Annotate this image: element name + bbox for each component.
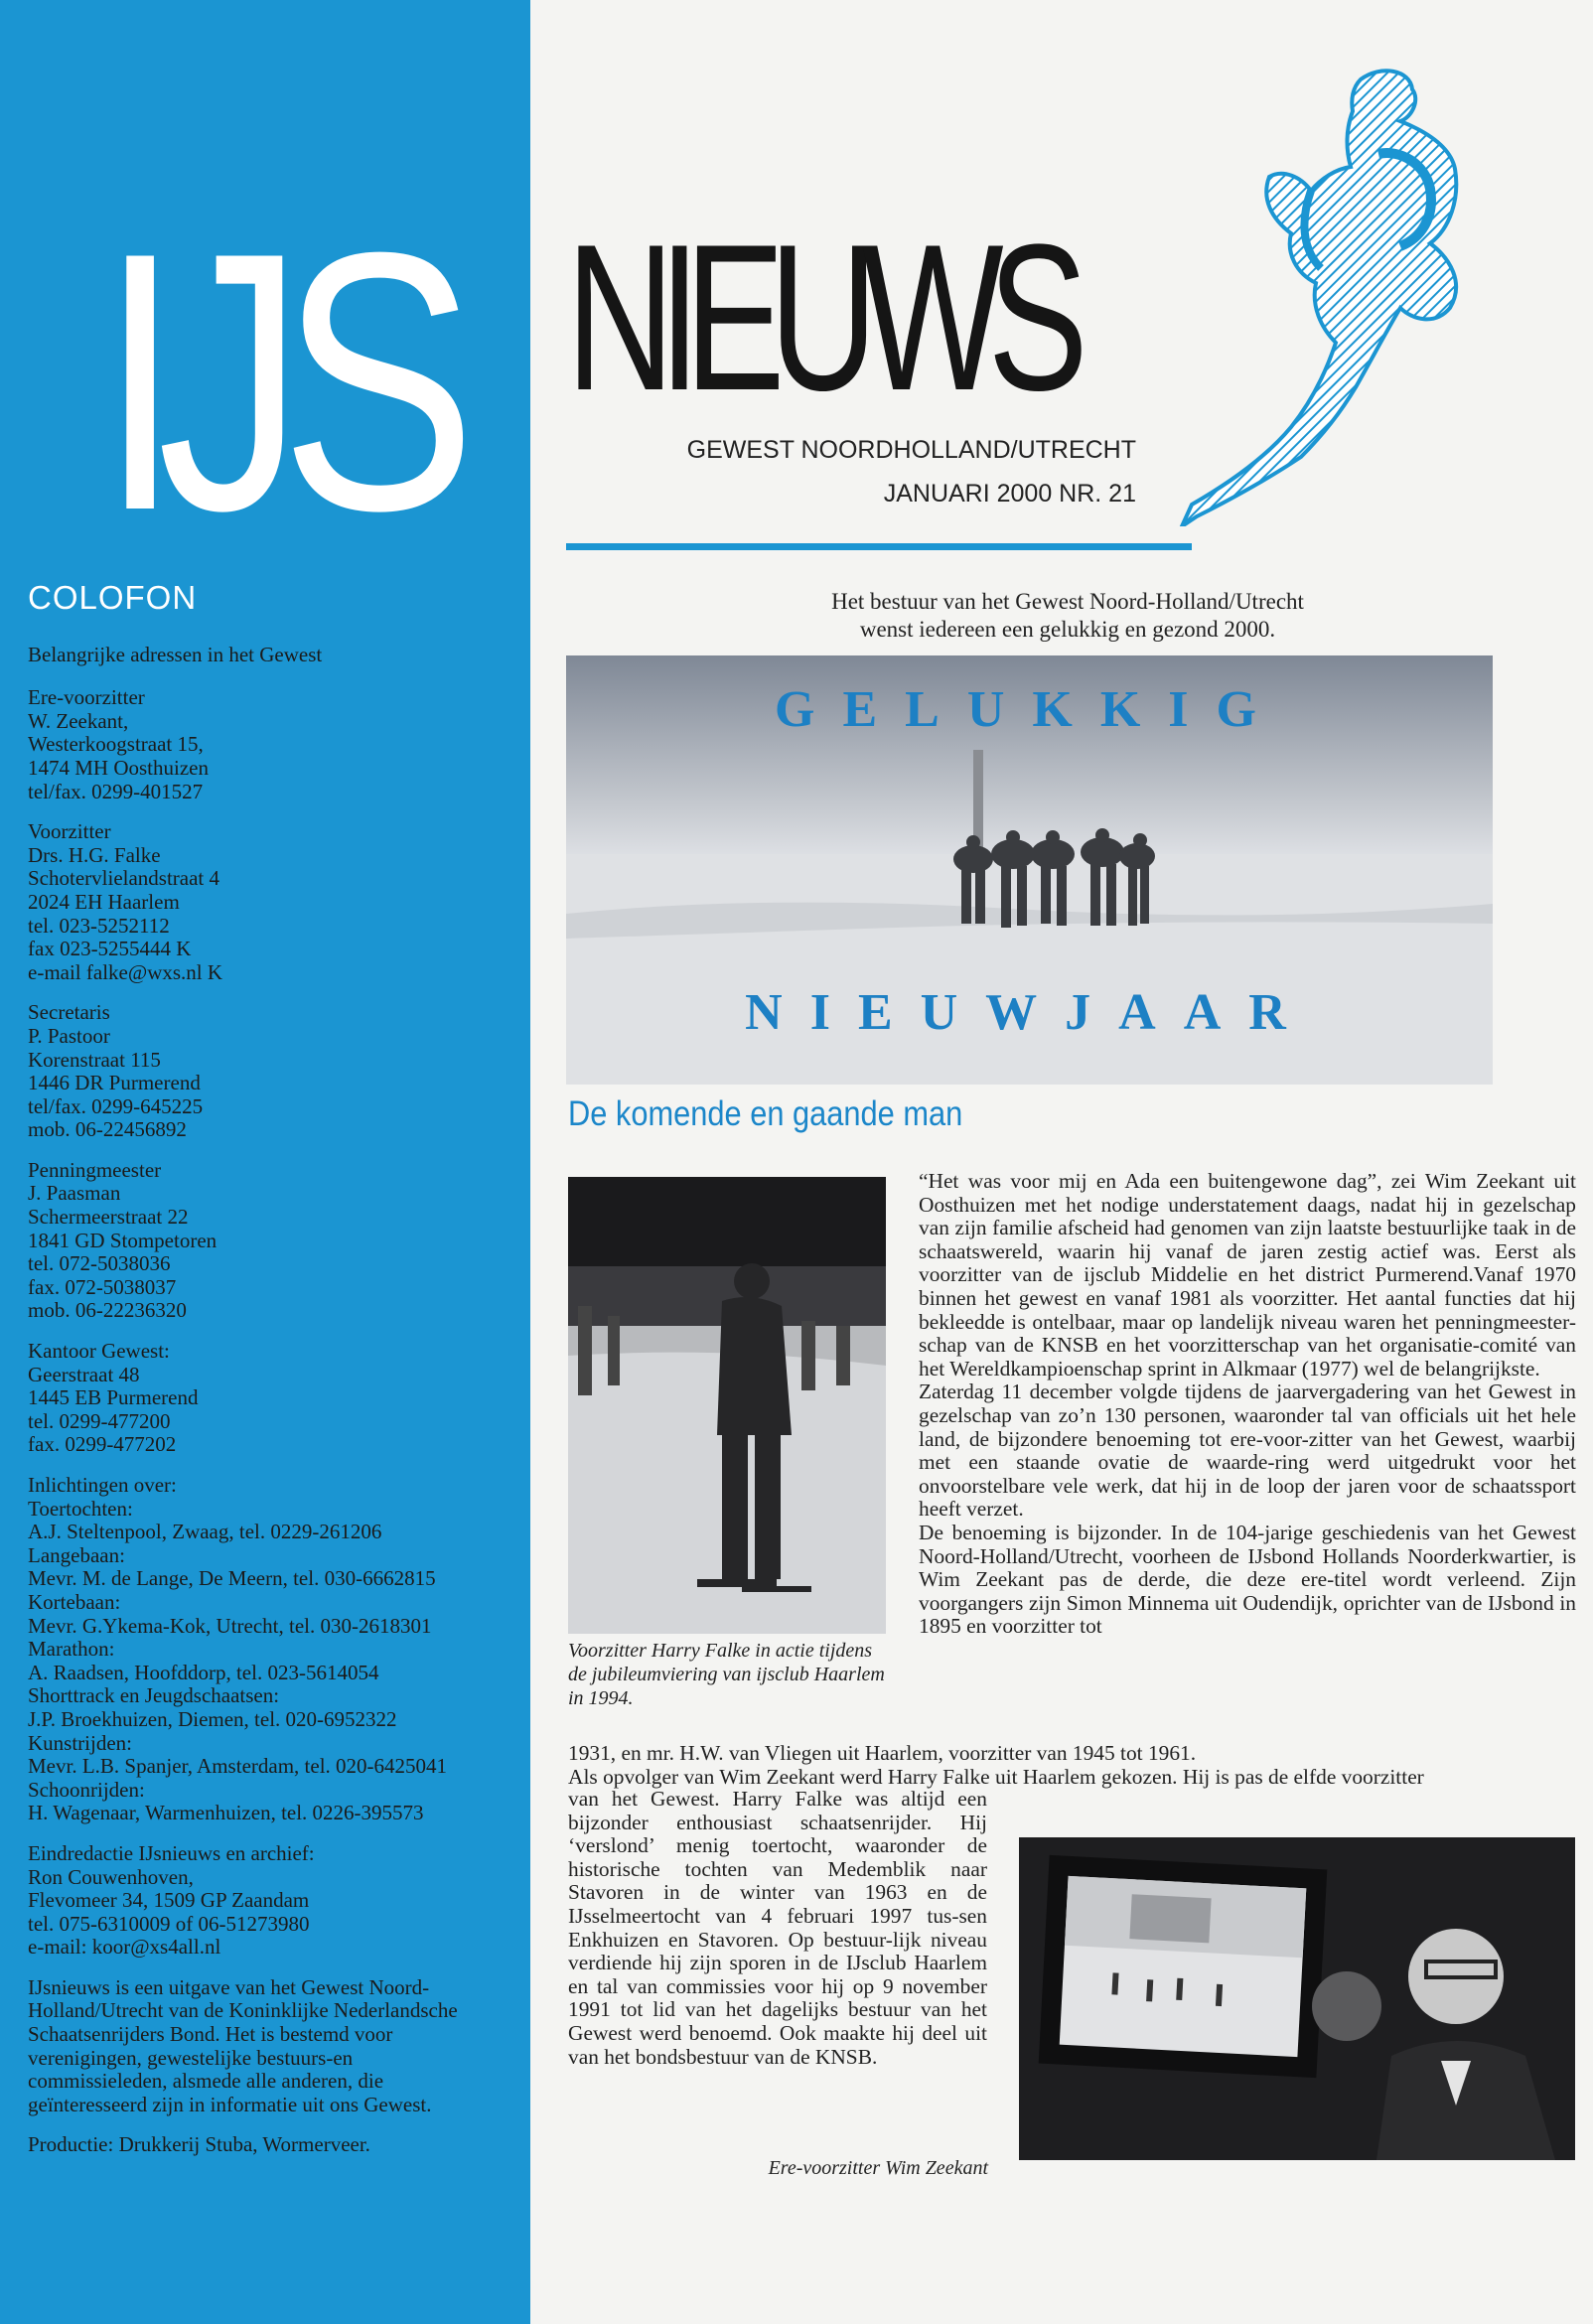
colofon-line: Korenstraat 115 — [28, 1047, 161, 1072]
colofon-line: Mevr. M. de Lange, De Meern, tel. 030-6662815 — [28, 1566, 436, 1591]
colofon-line: Drs. H.G. Falke — [28, 842, 161, 867]
colofon-line: Inlichtingen over: — [28, 1473, 177, 1497]
colofon-line: Ere-voorzitter — [28, 685, 145, 710]
colofon-line: 1841 GD Stompetoren — [28, 1228, 217, 1252]
colofon-line: J.P. Broekhuizen, Diemen, tel. 020-6952322 — [28, 1706, 397, 1731]
colofon-block — [28, 1842, 524, 1960]
greeting-text — [566, 588, 1569, 644]
photo-title-top: GELUKKIG — [775, 681, 1284, 738]
colofon-line: Schoonrijden: — [28, 1777, 145, 1802]
colofon-line: tel. 072-5038036 — [28, 1251, 171, 1276]
colofon-line: Westerkoogstraat 15, — [28, 732, 204, 757]
region-label: GEWEST NOORDHOLLAND/UTRECHT — [686, 436, 1136, 464]
masthead-subtitle — [687, 429, 1136, 516]
colofon-block — [28, 686, 524, 803]
colofon-line: Geerstraat 48 — [28, 1362, 140, 1386]
colofon-line: fax 023-5255444 K — [28, 937, 192, 961]
colofon-block — [28, 1159, 524, 1323]
photo-caption-falke: Voorzitter Harry Falke in actie tijdens de jubileumviering van ijsclub Haarlem in 1994. — [568, 1640, 885, 1709]
colofon-line: e-mail: koor@xs4all.nl — [28, 1935, 221, 1960]
article-paragraph-1: “Het was voor mij en Ada een buitengewone dag”, zei Wim Zeekant uit Oosthuizen met het nodige understatement daags, nadat hij in gezelschap van zijn familie afscheid had genomen van zijn laatste bestuurlijke taak in de schaatswereld, waarin hij vanaf de jaren zestig actief was. Eerst als voorzitter van de ijsclub Middelie en het district Purmerend.Vanaf 1970 binnen het gewest en vanaf 1981 als voorzitter. Het aantal functies dat hij bekleedde is ontelbaar, maar op landelijk niveau waren het penningmeester-schap van de KNSB en het voorzitterschap van het organisatie-comité van het Wereldkampioenschap sprint in Alkmaar (1977) wel de belangrijkste. — [919, 1169, 1576, 1380]
colofon-block — [28, 1001, 524, 1142]
falke-photo — [568, 1177, 886, 1634]
colofon-line: Toertochten: — [28, 1496, 133, 1521]
article-wide-line-1: 1931, en mr. H.W. van Vliegen uit Haarlem, voorzitter van 1945 tot 1961. — [568, 1741, 1197, 1765]
colofon-blocks — [28, 686, 524, 1960]
colofon-line: J. Paasman — [28, 1181, 121, 1206]
colofon-line: tel. 023-5252112 — [28, 913, 170, 938]
photo-title-bottom: NIEUWJAAR — [745, 984, 1314, 1041]
colofon-line: 1445 EB Purmerend — [28, 1385, 199, 1410]
skater-logo — [1152, 60, 1490, 526]
greeting-line-2: wenst iedereen een gelukkig en gezond 2000. — [859, 617, 1276, 642]
colofon-line: Mevr. G.Ykema-Kok, Utrecht, tel. 030-2618301 — [28, 1613, 432, 1638]
colofon-line: Flevomeer 34, 1509 GP Zaandam — [28, 1888, 310, 1913]
header-rule — [566, 543, 1192, 550]
colofon-line: fax. 0299-477202 — [28, 1432, 177, 1457]
article-headline: De komende en gaande man — [568, 1094, 963, 1133]
zeekant-photo — [1019, 1837, 1575, 2160]
skater-portrait-image — [568, 1177, 886, 1634]
colofon-line: e-mail falke@wxs.nl K — [28, 959, 223, 984]
article-paragraph-2: Zaterdag 11 december volgde tijdens de jaarvergadering van het Gewest in gezelschap van zo’n 130 personen, waaronder tal van officials uit het hele land, de bijzondere benoeming tot ere-voor-zitter van het Gewest, waarbij met een staande ovatie de waarde-ring werd uitgedrukt voor het onvoorstelbare vele werk, dat hij in de loop der jaren voor de schaatssport heeft verzet. — [919, 1380, 1576, 1522]
colofon-line: Secretaris — [28, 1000, 110, 1025]
colofon-line: tel/fax. 0299-645225 — [28, 1093, 204, 1118]
colofon-line: Kantoor Gewest: — [28, 1339, 170, 1364]
colofon-line: Kortebaan: — [28, 1589, 121, 1614]
colofon-line: W. Zeekant, — [28, 708, 129, 733]
article-narrow-paragraph: van het Gewest. Harry Falke was altijd een bijzonder enthousiast schaatsenrijder. Hij ‘verslond’ menig toertocht, waaronder de historische tochten van Medemblik naar Stavoren in de winter van 1963 en de IJsselmeertocht van 4 februari 1997 tus-sen Enkhuizen en Stavoren. Op bestuur-lijk niveau verdiende hij zijn sporen in de IJsclub Haarlem en tal van commissies voor hij op 9 november 1991 tot lid van het dagelijks bestuur van het Gewest werd benoemd. Ook maakte hij deel uit van het bondsbestuur van de KNSB. — [568, 1787, 987, 2069]
colofon-block — [28, 1340, 524, 1457]
colofon-line: Voorzitter — [28, 819, 111, 844]
colofon-title: COLOFON — [28, 579, 198, 616]
colofon-line: tel. 075-6310009 of 06-51273980 — [28, 1911, 310, 1936]
colofon-line: tel/fax. 0299-401527 — [28, 779, 204, 803]
article-paragraph-3: De benoeming is bijzonder. In de 104-jarige geschiedenis van het Gewest Noord-Holland/Utrecht, voorheen de IJsbond Hollands Noorderkwartier, is Wim Zeekant pas de derde, die deze ere-titel wordt verleend. Zijn voorgangers zijn Simon Minnema uit Oudendijk, oprichter van de IJsbond in 1895 en voorzitter tot — [919, 1520, 1576, 1639]
masthead-nieuws: NIEUWS — [566, 201, 1073, 434]
honorary-chairman-image — [1019, 1837, 1575, 2160]
colofon-line: mob. 06-22236320 — [28, 1298, 187, 1323]
colofon-line: H. Wagenaar, Warmenhuizen, tel. 0226-395573 — [28, 1801, 424, 1825]
greeting-line-1: Het bestuur van het Gewest Noord-Holland/Utrecht — [831, 589, 1304, 614]
colofon-line: 1474 MH Oosthuizen — [28, 755, 209, 780]
colofon-line: 2024 EH Haarlem — [28, 889, 180, 914]
new-year-photo — [566, 655, 1493, 1085]
colofon-block — [28, 820, 524, 984]
colofon-line: Langebaan: — [28, 1542, 125, 1567]
colofon-line: 1446 DR Purmerend — [28, 1071, 201, 1095]
colofon-line: A.J. Steltenpool, Zwaag, tel. 0229-261206 — [28, 1520, 382, 1544]
colofon-line: Mevr. L.B. Spanjer, Amsterdam, tel. 020-6425041 — [28, 1754, 448, 1779]
colofon-line: Ron Couwenhoven, — [28, 1864, 194, 1889]
colofon-line: Marathon: — [28, 1637, 115, 1662]
colofon-intro: Belangrijke adressen in het Gewest — [28, 642, 323, 666]
article-wide — [568, 1742, 1576, 1789]
colofon-line: Schermeerstraat 22 — [28, 1205, 189, 1230]
photo-caption-zeekant: Ere-voorzitter Wim Zeekant — [768, 2157, 988, 2179]
colofon-line: Kunstrijden: — [28, 1730, 132, 1755]
colofon-line: Schotervlielandstraat 4 — [28, 866, 220, 891]
colofon-block — [28, 1474, 524, 1825]
colofon-production: Productie: Drukkerij Stuba, Wormerveer. — [28, 2132, 370, 2157]
colofon-line: Penningmeester — [28, 1157, 162, 1182]
colofon-line: Eindredactie IJsnieuws en archief: — [28, 1840, 315, 1865]
colofon-line: mob. 06-22456892 — [28, 1117, 187, 1142]
article-narrow — [568, 1788, 987, 2069]
issue-label: JANUARI 2000 NR. 21 — [883, 479, 1136, 508]
article-column — [919, 1170, 1576, 1639]
colofon — [28, 579, 524, 2174]
colofon-line: Shorttrack en Jeugdschaatsen: — [28, 1683, 280, 1708]
colofon-about: IJsnieuws is een uitgave van het Gewest Noord-Holland/Utrecht van de Koninklijke Nederlandsche Schaatsenrijders Bond. Het is bestemd voor verenigingen, gewestelijke bestuurs-en commissieleden, alsmede alle anderen, die geïnteresseerd zijn in informatie uit ons Gewest. — [28, 1974, 458, 2116]
colofon-line: tel. 0299-477200 — [28, 1408, 171, 1433]
colofon-line: A. Raadsen, Hoofddorp, tel. 023-5614054 — [28, 1660, 379, 1684]
colofon-line: fax. 072-5038037 — [28, 1274, 177, 1299]
colofon-line: P. Pastoor — [28, 1023, 110, 1048]
masthead-ijs: IJS — [99, 177, 453, 587]
article-wide-line-2: Als opvolger van Wim Zeekant werd Harry Falke uit Haarlem gekozen. Hij is pas de elfde voorzitter — [568, 1764, 1424, 1789]
